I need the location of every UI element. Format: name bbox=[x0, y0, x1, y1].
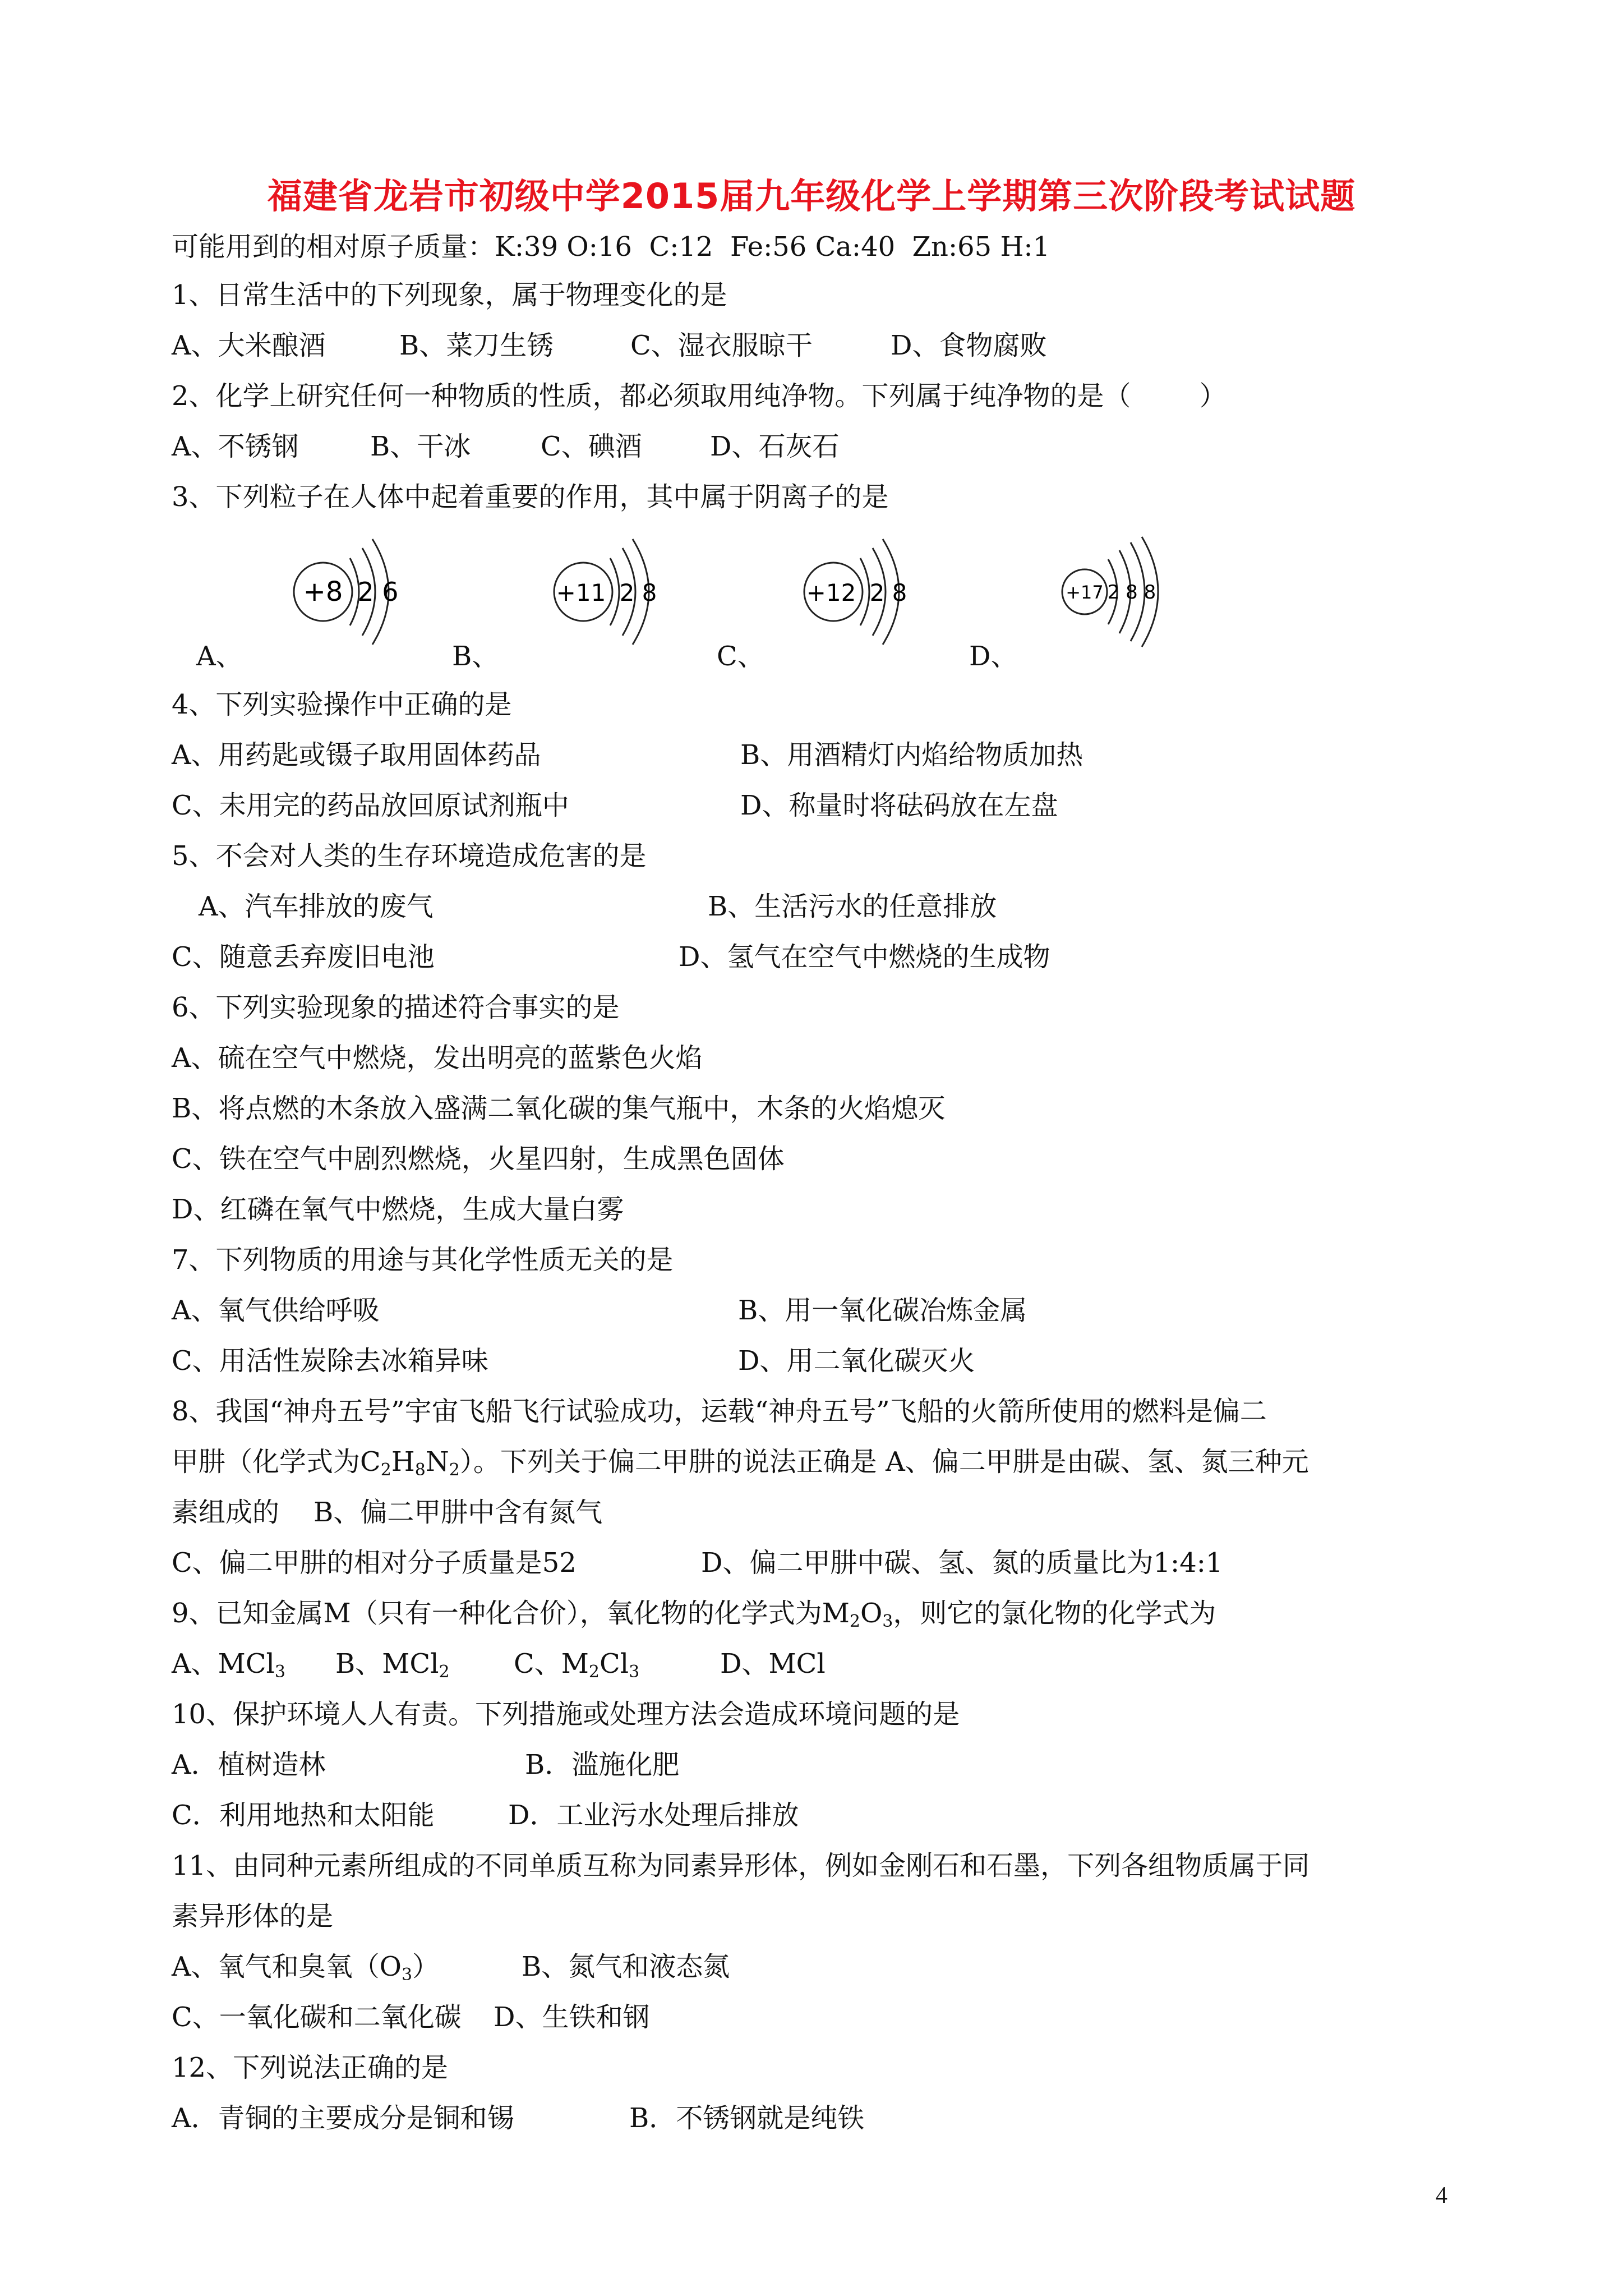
q8-line-3: 素组成的 B、偏二甲肼中含有氮气 bbox=[172, 1497, 603, 1528]
q9-option-c-cl: Cl bbox=[599, 1648, 629, 1680]
q9-option-b bbox=[335, 1647, 450, 1689]
q8-sub-c: 2 bbox=[380, 1460, 391, 1480]
atom-c-nucleus: +12 bbox=[806, 579, 856, 606]
q3-option-b: B、 bbox=[452, 641, 499, 672]
atomic-masses: 可能用到的相对原子质量：K:39 O:16 C:12 Fe:56 Ca:40 Zn:65 H:1 bbox=[172, 231, 1050, 263]
q5-option-b: B、生活污水的任意排放 bbox=[708, 891, 997, 922]
q5-stem: 5、不会对人类的生存环境造成危害的是 bbox=[172, 840, 647, 872]
q9-stem-b: ，则它的氯化物的化学式为 bbox=[893, 1598, 1216, 1629]
q9-sub-1: 2 bbox=[849, 1612, 860, 1631]
q8-sub-h: 8 bbox=[414, 1460, 426, 1480]
q4-option-d: D、称量时将砝码放在左盘 bbox=[740, 790, 1058, 821]
q12-option-a: A．青铜的主要成分是铜和锡 bbox=[172, 2102, 514, 2134]
q9-option-a bbox=[172, 1647, 285, 1689]
q8-line-2 bbox=[172, 1445, 1309, 1487]
q8-option-d: D、偏二甲肼中碳、氢、氮的质量比为1:4:1 bbox=[701, 1547, 1223, 1579]
q10-stem: 10、保护环境人人有责。下列措施或处理方法会造成环境问题的是 bbox=[172, 1699, 960, 1730]
q3-option-d: D、 bbox=[969, 641, 1018, 672]
q1-option-c: C、湿衣服晾干 bbox=[630, 330, 813, 361]
atom-diagram-d bbox=[1054, 536, 1189, 648]
q2-option-d: D、石灰石 bbox=[710, 431, 840, 462]
q9-option-d: D、MCl bbox=[720, 1648, 826, 1680]
q11-option-c: C、一氧化碳和二氧化碳 bbox=[172, 2001, 462, 2033]
q8-sub-n: 2 bbox=[449, 1460, 460, 1480]
q7-option-d: D、用二氧化碳灭火 bbox=[738, 1345, 975, 1377]
q8-line-2-rest: ）。下列关于偏二甲肼的说法正确是 A、偏二甲肼是由碳、氢、氮三种元 bbox=[459, 1446, 1309, 1478]
q9-option-c-sub-1: 2 bbox=[588, 1662, 600, 1682]
q10-option-a: A．植树造林 bbox=[172, 1749, 326, 1780]
q11-option-a-text: A、氧气和臭氧（O bbox=[172, 1951, 402, 1982]
q10-option-b: B．滥施化肥 bbox=[525, 1749, 680, 1780]
q7-option-b: B、用一氧化碳冶炼金属 bbox=[738, 1295, 1027, 1326]
q5-option-d: D、氢气在空气中燃烧的生成物 bbox=[679, 941, 1050, 973]
atom-b-shells: 2 8 bbox=[619, 579, 657, 606]
q8-formula-h: H bbox=[391, 1446, 415, 1478]
q2-option-b: B、干冰 bbox=[370, 431, 471, 462]
q4-stem: 4、下列实验操作中正确的是 bbox=[172, 689, 512, 720]
q10-option-d: D．工业污水处理后排放 bbox=[508, 1800, 799, 1831]
atom-d-nucleus: +17 bbox=[1066, 582, 1104, 603]
atom-d-shells: 2 8 8 bbox=[1107, 581, 1156, 604]
q8-formula-prefix: 甲肼（化学式为C bbox=[172, 1446, 381, 1478]
q12-option-b: B．不锈钢就是纯铁 bbox=[629, 2102, 865, 2134]
atom-a-nucleus: +8 bbox=[303, 576, 343, 608]
q6-option-a: A、硫在空气中燃烧，发出明亮的蓝紫色火焰 bbox=[172, 1042, 703, 1074]
q7-option-c: C、用活性炭除去冰箱异味 bbox=[172, 1345, 488, 1377]
atom-diagram-a bbox=[284, 536, 418, 648]
q11-option-a-sub: 3 bbox=[402, 1965, 413, 1985]
page-number: 4 bbox=[1436, 2183, 1447, 2208]
q1-option-d: D、食物腐败 bbox=[891, 330, 1047, 361]
q9-option-a-text: A、MCl bbox=[172, 1648, 275, 1680]
q9-option-a-sub: 3 bbox=[274, 1662, 285, 1682]
q11-option-d: D、生铁和钢 bbox=[494, 2001, 650, 2033]
q9-stem-a: 9、已知金属M（只有一种化合价），氧化物的化学式为M bbox=[172, 1598, 850, 1629]
q2-stem: 2、化学上研究任何一种物质的性质，都必须取用纯净物。下列属于纯净物的是（ ） bbox=[172, 380, 1227, 412]
q1-stem: 1、日常生活中的下列现象，属于物理变化的是 bbox=[172, 279, 727, 311]
q6-option-c: C、铁在空气中剧烈燃烧，火星四射，生成黑色固体 bbox=[172, 1143, 785, 1175]
q2-option-c: C、碘酒 bbox=[541, 431, 642, 462]
page-title: 福建省龙岩市初级中学2015届九年级化学上学期第三次阶段考试试题 bbox=[267, 176, 1356, 217]
q11-line-2: 素异形体的是 bbox=[172, 1901, 334, 1932]
q8-line-1: 8、我国“神舟五号”宇宙飞船飞行试验成功，运载“神舟五号”飞船的火箭所使用的燃料是偏二 bbox=[172, 1396, 1267, 1427]
q9-stem bbox=[172, 1596, 1216, 1639]
q9-option-c-text: C、M bbox=[514, 1648, 589, 1680]
q11-option-a-close: ） bbox=[412, 1951, 440, 1982]
q11-option-b: B、氮气和液态氮 bbox=[522, 1951, 730, 1982]
q9-option-c bbox=[514, 1647, 639, 1689]
q11-line-1: 11、由同种元素所组成的不同单质互称为同素异形体，例如金刚石和石墨，下列各组物质属于同 bbox=[172, 1850, 1310, 1881]
q6-stem: 6、下列实验现象的描述符合事实的是 bbox=[172, 992, 620, 1023]
q3-option-c: C、 bbox=[717, 641, 764, 672]
q9-stem-o: O bbox=[860, 1598, 883, 1629]
q1-option-a: A、大米酿酒 bbox=[172, 330, 326, 361]
q4-option-b: B、用酒精灯内焰给物质加热 bbox=[740, 739, 1083, 771]
q9-sub-2: 3 bbox=[882, 1612, 893, 1631]
q2-option-a: A、不锈钢 bbox=[172, 431, 299, 462]
q3-stem: 3、下列粒子在人体中起着重要的作用，其中属于阴离子的是 bbox=[172, 481, 889, 513]
q4-option-c: C、未用完的药品放回原试剂瓶中 bbox=[172, 790, 569, 821]
atom-b-nucleus: +11 bbox=[556, 579, 606, 606]
q4-option-a: A、用药匙或镊子取用固体药品 bbox=[172, 739, 541, 771]
q5-option-a: A、汽车排放的废气 bbox=[199, 891, 434, 922]
q8-option-c: C、偏二甲肼的相对分子质量是52 bbox=[172, 1547, 577, 1579]
q7-option-a: A、氧气供给呼吸 bbox=[172, 1295, 380, 1326]
q8-formula-n: N bbox=[425, 1446, 449, 1478]
atom-diagram-c bbox=[794, 536, 929, 648]
q6-option-d: D、红磷在氧气中燃烧，生成大量白雾 bbox=[172, 1194, 624, 1225]
q10-option-c: C．利用地热和太阳能 bbox=[172, 1800, 435, 1831]
atom-a-shells: 2 6 bbox=[357, 577, 399, 607]
q3-option-a: A、 bbox=[196, 641, 243, 672]
q12-stem: 12、下列说法正确的是 bbox=[172, 2052, 449, 2083]
q7-stem: 7、下列物质的用途与其化学性质无关的是 bbox=[172, 1244, 674, 1276]
q6-option-b: B、将点燃的木条放入盛满二氧化碳的集气瓶中，木条的火焰熄灭 bbox=[172, 1093, 946, 1124]
q9-option-b-text: B、MCl bbox=[335, 1648, 439, 1680]
q1-option-b: B、菜刀生锈 bbox=[399, 330, 554, 361]
q11-option-a bbox=[172, 1950, 439, 1992]
atom-c-shells: 2 8 bbox=[869, 579, 907, 606]
q9-option-b-sub: 2 bbox=[439, 1662, 450, 1682]
q5-option-c: C、随意丢弃废旧电池 bbox=[172, 941, 435, 973]
q9-option-c-sub-2: 3 bbox=[629, 1662, 640, 1682]
atom-diagram-b bbox=[544, 536, 679, 648]
